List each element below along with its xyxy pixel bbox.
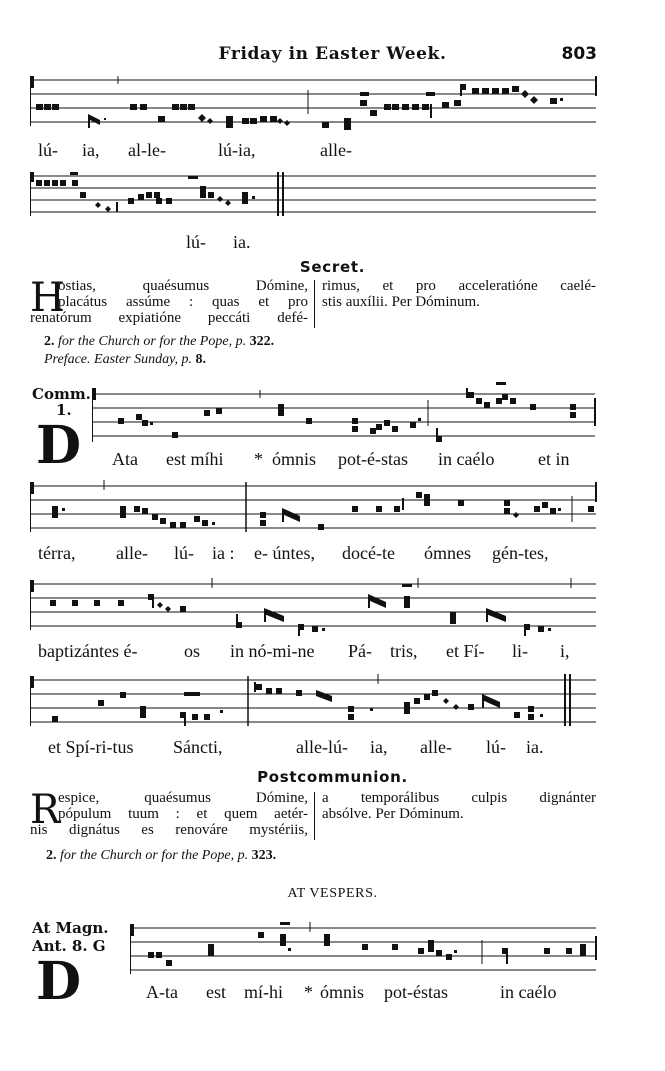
postcommunion-right-column <box>322 790 596 822</box>
postcommunion-left-tail <box>30 822 308 838</box>
vespers-label-antiphon: Ant. 8. G <box>32 937 106 955</box>
vespers-lyric: A-ta <box>146 982 178 1002</box>
communion-lyric: ia. <box>526 737 544 757</box>
chant2-lyric: lú- <box>186 232 206 252</box>
secret-left-line: renatórum expiatióne peccáti defé- <box>30 310 308 326</box>
communion-lyric: docé-te <box>342 543 395 563</box>
chant1-lyric: al-le- <box>128 140 166 160</box>
secret-rubric-1 <box>44 334 274 350</box>
communion-lyric: * <box>254 449 263 469</box>
page-header-title: Friday in Easter Week. <box>218 44 447 64</box>
communion-lyric: Sáncti, <box>173 737 223 757</box>
communion-lyric: ia : <box>212 543 235 563</box>
chant1-lyric: lú-ia, <box>218 140 256 160</box>
communion-lyric: alle-lú- <box>296 737 348 757</box>
secret-left-column <box>58 278 308 310</box>
secret-right-line: rimus, et pro acceleratióne caelé- <box>322 278 596 294</box>
postcommunion-right-line: a temporálibus culpis dignánter <box>322 790 596 806</box>
communion-lyric: lú- <box>174 543 194 563</box>
communion-lyric: et in <box>538 449 570 469</box>
postcommunion-left-line: nis dignátus es renováre mystériis, <box>30 822 308 838</box>
communion-lyric: Ata <box>112 449 138 469</box>
communion-staff-2 <box>30 478 600 542</box>
communion-lyric: est míhi <box>166 449 224 469</box>
communion-staff-1 <box>92 382 597 446</box>
communion-lyric: Pá- <box>348 641 372 661</box>
chant1-lyric: alle- <box>320 140 352 160</box>
column-divider <box>314 280 315 328</box>
secret-rubric-2 <box>44 352 206 368</box>
communion-lyric: baptizántes é- <box>38 641 138 661</box>
communion-lyric: gén-tes, <box>492 543 549 563</box>
communion-lyric: térra, <box>38 543 76 563</box>
vespers-dropcap: D <box>36 951 82 1012</box>
chant1-lyric: lú- <box>38 140 58 160</box>
rubric-page: 323. <box>251 848 277 863</box>
rubric-text: Preface. Easter Sunday, p. <box>44 352 193 367</box>
vespers-lyric: in caélo <box>500 982 557 1002</box>
rubric-text: for the Church or for the Pope, p. <box>60 848 249 863</box>
page-number: 803 <box>561 44 597 64</box>
vespers-title: AT VESPERS. <box>287 886 378 901</box>
communion-lyric: ia, <box>370 737 388 757</box>
chant1-lyric: ia, <box>82 140 100 160</box>
vespers-lyric: * <box>304 982 313 1002</box>
chant2-lyric: ia. <box>233 232 251 252</box>
communion-lyric: et Fí- <box>446 641 485 661</box>
communion-label: Comm. <box>32 385 91 403</box>
communion-lyric: ómnes <box>424 543 471 563</box>
communion-lyric: li- <box>512 641 528 661</box>
postcommunion-left-line: pópulum tuum : et quem aetér- <box>58 806 308 822</box>
postcommunion-left-line: espice, quaésumus Dómine, <box>58 790 308 806</box>
communion-lyric: et Spí-ri-tus <box>48 737 134 757</box>
secret-title: Secret. <box>299 258 366 276</box>
column-divider <box>314 792 315 840</box>
secret-left-tail <box>30 310 308 326</box>
postcommunion-dropcap: R <box>30 787 61 833</box>
communion-lyric: tris, <box>390 641 418 661</box>
postcommunion-left-column <box>58 790 308 822</box>
communion-lyric: pot-é-stas <box>338 449 408 469</box>
communion-lyric: alle- <box>116 543 148 563</box>
communion-lyric: e- úntes, <box>254 543 315 563</box>
vespers-lyric: est <box>206 982 226 1002</box>
vespers-label-magnificat: At Magn. <box>32 919 109 937</box>
vespers-lyric: ómnis <box>320 982 365 1002</box>
chant-staff-2 <box>30 170 600 230</box>
communion-lyric: os <box>184 641 201 661</box>
communion-staff-4 <box>30 670 600 734</box>
vespers-staff <box>130 918 598 980</box>
communion-lyric: ómnis <box>272 449 317 469</box>
communion-lyric: in caélo <box>438 449 495 469</box>
rubric-text: for the Church or for the Pope, p. <box>58 334 247 349</box>
secret-left-line: ostias, quaésumus Dómine, <box>58 278 308 294</box>
rubric-page: 8. <box>195 352 207 367</box>
vespers-lyric: pot-éstas <box>384 982 448 1002</box>
communion-mode: 1. <box>56 401 72 419</box>
rubric-page: 322. <box>249 334 275 349</box>
chant-staff-1 <box>30 72 600 142</box>
secret-left-line: placátus assúme : quas et pro <box>58 294 308 310</box>
secret-right-line: stis auxílii. Per Dóminum. <box>322 294 480 310</box>
postcommunion-right-line: absólve. Per Dóminum. <box>322 806 464 822</box>
rubric-number: 2. <box>44 334 55 349</box>
rubric-number: 2. <box>46 848 57 863</box>
vespers-lyric: mí-hi <box>244 982 283 1002</box>
communion-lyric: lú- <box>486 737 506 757</box>
communion-dropcap: D <box>36 415 82 476</box>
postcommunion-rubric <box>46 848 276 864</box>
secret-right-column <box>322 278 596 310</box>
communion-lyric: i, <box>560 641 570 661</box>
communion-staff-3 <box>30 574 600 640</box>
secret-dropcap: H <box>30 275 65 321</box>
postcommunion-title: Postcommunion. <box>257 768 408 786</box>
communion-lyric: alle- <box>420 737 452 757</box>
communion-lyric: in nó-mi-ne <box>230 641 315 661</box>
